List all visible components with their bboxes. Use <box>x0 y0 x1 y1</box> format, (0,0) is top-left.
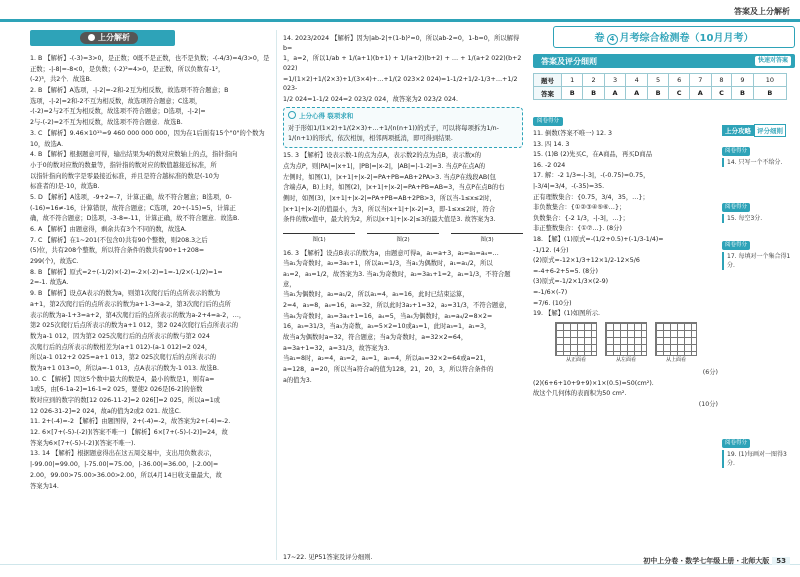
text-line: a的值为3. <box>283 376 312 384</box>
text-line: 10. C 【解析】因这5个数中最大的数是4，最小的数是1，则有a= <box>30 375 215 383</box>
solution-16 <box>283 249 523 386</box>
side-header: 上分攻略 评分细则 <box>722 118 792 137</box>
text-line: 第2 025次爬行后点所表示的数为a+1 012，第2 024次爬行后点所表示的 <box>30 322 239 330</box>
answer-bar: 答案及评分细则 快速对答案 <box>533 54 795 68</box>
answer-line: |-3/4|=3/4，-(-35)=35. <box>533 182 605 190</box>
number-line-fig-3: 图(3) <box>451 228 523 246</box>
answer-line: 正有理数集合：{0.75，3/4，35，…}； <box>533 193 649 201</box>
solution-17-22-note: 17~22. 见P51答案及评分细则. <box>283 554 373 561</box>
text-line: 1. B 【解析】-(-3)=3>0，是正数；0既不是正数，也不是负数；-(-4/3)=4/3>0，是 <box>30 55 270 62</box>
text-line: 1，a=2，所以1/ab + 1/(a+1)(b+1) + 1/(a+2)(b+2) + … + 1/(a+2 022)(b+2 022) <box>283 55 522 72</box>
text-line: 标准者的)是-10，故选B. <box>30 183 100 191</box>
text-line: a=3a+1=32，a=31/3，故答案为3. <box>283 344 390 352</box>
answer-cell: B <box>583 87 604 100</box>
grid <box>605 322 647 356</box>
column-divider <box>276 30 277 560</box>
question-number-cell: 8 <box>711 74 732 87</box>
text-line: 2=4，a₃=8，a₄=16，a₅=32，所以此时3a₂+1=32，a₂=31/3，不符合题意， <box>283 301 511 309</box>
answer-cell: B <box>647 87 668 100</box>
answer-line: 11. 倒数(答案不唯一) 12. 3 <box>533 130 613 137</box>
question-number-cell: 7 <box>690 74 712 87</box>
text-line: 7. C 【解析】在1~201(不包含0)共有90个整数，则208.3之后 <box>30 236 208 244</box>
answer-cell: C <box>711 87 732 100</box>
text-line: 4. B 【解析】根据题意可得，输出结果为4的数对应数轴上的点，指针指向 <box>30 151 238 159</box>
side-note-19: 阅卷得分 19. (1)每画对一图得3分. <box>722 438 792 468</box>
text-line: (5)位，共有208个整数，所以符合条件的数共有90+1+208= <box>30 247 205 255</box>
text-line: -(-2)=2与2不互为相反数，故选项不符合题意；D选项，-|-2|= <box>30 108 206 116</box>
answer-line: 17. 解：-2 1/3=-|-3|，-(-0.75)=0.75， <box>533 172 650 180</box>
text-line: 所以a-1 012+2 025=a+1 013，第2 025次爬行后的点所表示的 <box>30 354 217 362</box>
exam-answer-section <box>533 26 795 100</box>
text-line: 1或5，由[6-1a-2]=16-1=2 025，要使2 026是[6-2]的倍数 <box>30 386 203 394</box>
text-line: 3. C 【解析】9.46×10¹⁵=9 460 000 000 000，因为在1后面有15个"0"的个数为 <box>30 129 265 137</box>
text-line: (-16)=16≠-16，计算错误，故符合题意；C选项，20÷(-15)=5，计算正 <box>30 204 236 212</box>
tip-box <box>283 107 523 148</box>
text-line: 次爬行后的点所表示的数相差为(a+1 012)-(a-1 012)=2 024， <box>30 343 212 351</box>
text-line: 5. D 【解析】A选项，-9+2=-7，计算正确，故不符合题意；B选项，0- <box>30 193 232 201</box>
exam-number-badge: 4 <box>607 34 618 45</box>
answer-line: -1/12. (4分) <box>533 246 569 254</box>
text-line: 2与-(-2)=2不互为相反数，故选项不符合题意．故选B. <box>30 119 183 127</box>
answer-line: 15. (1)B (2)先买C，在A商品，再买D商品 <box>533 151 652 159</box>
answer-line: 故这个几何体的表面积为50 cm². <box>533 390 627 398</box>
side-note-14: 阅卷得分 14. 只写一个不给分. <box>722 146 792 167</box>
text-line: =1/(1×2)+1/(2×3)+1/(3×4)+…+1/(2 023×2 024)=1-1/2+1/2-1/3+…+1/2 023- <box>283 75 518 93</box>
text-line: 当a₁为奇数时，a₂=3a₁+1，所以a₁=1/3，当a₁为偶数时，a₁=a₁/2，所以 <box>283 260 493 268</box>
answer-line: =-1/6×(-7) <box>533 288 568 296</box>
answer-cell: B <box>732 87 753 100</box>
text-line: 左侧时，如图(1)，|x+1|+|x-2|=PA+PB=AB+2PA>3. 当点P在线段AB(包 <box>283 173 496 181</box>
question-number-cell: 10 <box>753 74 786 87</box>
answer-line: 16. -2 024 <box>533 161 566 169</box>
text-line: a=128，a=20，所以当a符合a的值为128，21，20，3，所以符合条件的 <box>283 366 494 374</box>
table-head-label: 题号 <box>534 74 562 87</box>
text-line: 侧时，如图(3)，|x+1|+|x-2|=PA+PB=AB+2PB>3，所以当-1≤x≤2时， <box>283 195 496 203</box>
text-line: a+1，第2次爬行后的点所表示的数为a+1-3=a-2，第3次爬行后的点所 <box>30 300 231 308</box>
bookmark-icon <box>88 34 95 41</box>
text-line: 14. 2023/2024 【解析】因为|ab-2|+(1-b)²=0，所以ab-2=0，1-b=0，所以解得b= <box>283 35 520 52</box>
text-line: 16. 3 【解析】设点B表示的数为a，由题意可得a，a₁=a+3，a₂=a₃=a₄=… <box>283 249 499 257</box>
answer-cell: B <box>562 87 583 100</box>
text-line: |x+1|+|x-2|的值最小，为3，所以当|x+1|+|x-2|=3，即-1≤x≤2时，符合 <box>283 205 496 213</box>
section-label: 上分解析 <box>80 32 138 44</box>
question-number-cell: 4 <box>626 74 648 87</box>
answer-line: =-4+6-2+5=5. (8分) <box>533 267 598 275</box>
side-note-15: 阅卷得分 15. 每空3分. <box>722 202 792 223</box>
text-line: 数为a-1 012，因为第2 025次爬行后的点所表示的数与第2 024 <box>30 332 210 340</box>
answer-line: (2)原式=-12×1/3+12×1/2-12×5/6 <box>533 257 640 265</box>
text-line: 2=-1. 故选A. <box>30 279 69 287</box>
question-number-cell: 3 <box>604 74 626 87</box>
text-line: 当a₄为奇数时，a₃=3a₄+1=16，a₄=5，当a₄为偶数时，a₃=a₄/2=8×2= <box>283 312 493 320</box>
answer-line: 18. 【解】(1)原式=-(1/2+0.5)+(-1/3-1/4)= <box>533 235 664 243</box>
text-line: 数为a+1 013=0，所以a=-1 013，点A表示的数为-1 013. 故选B. <box>30 364 219 372</box>
text-line: 1/2 024=1-1/2 024=2 023/2 024，故答案为2 023/2 024. <box>283 95 458 103</box>
running-header: 答案及上分解析 <box>734 7 790 16</box>
answer-cell: A <box>626 87 648 100</box>
score-line: (6分) <box>702 369 718 377</box>
solution-14 <box>283 34 523 104</box>
text-line: 故当a为偶数时a=32，符合题意；当a为奇数时，a=32×2=64， <box>283 334 468 342</box>
question-number-cell: 6 <box>669 74 690 87</box>
front-view-fig: 从正面看 <box>555 322 597 366</box>
answer-cell: C <box>669 87 690 100</box>
text-line: 小于0的数对应数的数量等，指针指的数对应的数值越接近标准，所 <box>30 161 217 169</box>
side-note-17: 阅卷得分 17. 每填对一个集合得1分. <box>722 240 792 270</box>
text-line: a₁=2，a₃=1/2，故答案为3. 当a₁为奇数时，a₂=3a₁+1=2，a₁=1/3，不符合题意， <box>283 271 511 288</box>
grid <box>555 322 597 356</box>
text-line: 299(个)，故选C. <box>30 258 79 266</box>
section-header-bar <box>30 30 175 46</box>
left-view-fig: 从左面看 <box>605 322 647 366</box>
top-view-fig: 从上面看 <box>655 322 697 366</box>
text-line: 条件的数x值中，最大的为2，所以|x+1|+|x-2|≤3的最大值是3. 故答案为3. <box>283 216 496 224</box>
text-line: 当a₁为偶数时，a₂=a₁/2，所以a₁=4，a₃=16，此时已结束运算， <box>283 291 469 299</box>
text-line: 答案为6×[7+(-5)-(-2)](答案不唯一). <box>30 439 136 447</box>
text-line: 2.00，99.00>75.00>36.00>2.00，所以4月14日收支量最大，故 <box>30 471 222 479</box>
number-line-fig-2: 图(2) <box>367 228 439 246</box>
question-number-cell: 2 <box>583 74 604 87</box>
solutions-column-middle <box>283 34 523 386</box>
answer-line: =7/6. (10分) <box>533 299 572 307</box>
answer-line: 负数集合：{-2 1/3，-|-3|，…}； <box>533 214 629 222</box>
page-footer: 初中上分卷・数学七年级上册・北师大版 53 <box>643 556 790 566</box>
number-line <box>451 233 523 234</box>
heart-icon <box>288 111 296 119</box>
page-number: 53 <box>772 557 790 565</box>
answer-line: (2)(6+6+10+9+9)×1×(0.5)=50(cm²). <box>533 379 654 387</box>
text-line: (-2)³，共2个．故选B. <box>30 76 92 84</box>
table-answer-label: 答案 <box>534 87 562 100</box>
text-line: 10，故选A. <box>30 140 64 148</box>
tip-text: 对于形如1/(1×2)+1/(2×3)+…+1/(n(n+1))的式子，可以将每项拆为1/n-1/(n+1)的形式，依次相加，相邻两项抵消，即可得到结果. <box>288 125 499 142</box>
text-line: |-99.00|=99.00，|-75.00|=75.00，|-36.00|=36.00，|-2.00|= <box>30 461 219 469</box>
text-line: 含端点A，B)上时，如图(2)，|x+1|+|x-2|=PA+PB=AB=3，当点P在点B的右 <box>283 184 505 192</box>
text-line: 2. B 【解析】A选项，-|-2|=-2和-2互为相反数，故选项不符合题意；B <box>30 87 229 95</box>
text-line: 16，a₃=31/3，当a₃为奇数，a₃=5×2=10或a₃=1，此时a₃=1，a₁=3， <box>283 323 491 331</box>
text-line: 12. 6×[7+(-5)-(-2)](答案不唯一) 【解析】6×[7+(-5)-(-2)]=24，故 <box>30 429 228 437</box>
solution-15 <box>283 151 523 225</box>
answer-cell: A <box>604 87 626 100</box>
number-line-fig-1: 图(1) <box>283 228 355 246</box>
text-line: 数对应到的数字的数[12 026-11-2]=2 026[]=2 025，所以a=1或 <box>30 397 221 404</box>
answer-line: 13. 四 14. 3 <box>533 140 570 148</box>
text-line: 12 026-31-2]=2 024，故a的值为2或2 021. 故选C. <box>30 407 182 415</box>
number-line <box>367 233 439 234</box>
text-line: 表示的数为a-1+3=a+2，第4次爬行后的点所表示的数为a-2+4=a-2，…， <box>30 311 246 319</box>
number-line-figures <box>283 228 523 246</box>
text-line: 13. 14 【解析】根据题意得出在这五周交易中，支出用负数表示， <box>30 450 216 458</box>
text-line: 以指针指向的数字是零最接近标准，并且是符合越标准的数是(-10为 <box>30 172 220 180</box>
text-line: 答案为14. <box>30 482 59 490</box>
text-line: 9. B 【解析】设点A表示的数为a，则第1次爬行后的点所表示的数为 <box>30 290 221 298</box>
text-line: 确，故不符合题意；D选项，-3-8=-11，计算正确，故不符合题意．故选B. <box>30 215 240 223</box>
number-line <box>283 233 355 234</box>
text-line: 15. 3 【解析】设表示数-1的点为点A，表示数2的点为点B，表示数x的 <box>283 152 482 160</box>
answer-line: (3)原式=-1/2×1/3×(2-9) <box>533 278 609 286</box>
question-number-cell: 1 <box>562 74 583 87</box>
text-line: 11. 2+(-4)=-2 【解析】由题图得，2+(-4)=-2，故答案为2+(-4)=-2. <box>30 418 231 426</box>
text-line: 正数；-|-8|=-8<0，是负数；(-2)²=4>0，是正数，所以负数有-1²， <box>30 65 225 73</box>
answers-column-right <box>533 116 718 411</box>
text-line: 当a₁=8时，a₂=4，a₃=2，a₄=1，a₅=4，所以a₅=32×2=64或a=21， <box>283 355 490 363</box>
text-line: 点为点P，则|PA|=|x+1|，|PB|=|x-2|，|AB|=|-1-2|=3. 当点P在点A的 <box>283 163 486 170</box>
header-rule <box>0 19 800 22</box>
text-line: 6. A 【解析】由题意得，剩余共有3个不同的数，故选A. <box>30 226 187 233</box>
answer-cell: A <box>690 87 712 100</box>
exam-title: 卷 4 月考综合检测卷（10月月考） <box>553 26 795 48</box>
tip-title: 上分心得 裂项求和 <box>288 111 518 122</box>
grid <box>655 322 697 356</box>
answer-table <box>533 73 787 100</box>
text-line: 选项，-|-2|=2和-2不互为相反数，故选项符合题意；C选项， <box>30 97 202 105</box>
question-number-cell: 5 <box>647 74 668 87</box>
score-line: (10分) <box>698 401 718 409</box>
answer-line: 非负数集合：{①②③④⑤⑥…}； <box>533 204 626 212</box>
solutions-column-left <box>30 54 270 492</box>
answer-line: 非正整数集合：{①⑦…}. (8分) <box>533 225 622 233</box>
segment-tag: 阅卷得分 <box>533 117 563 126</box>
answer-line: 19. 【解】(1)如图所示. <box>533 310 601 318</box>
text-line: 8. B 【解析】原式=2÷(-1/2)×(-2)=-2×(-2)=1=-1/2×(-1/2)=1= <box>30 268 223 276</box>
question-number-cell: 9 <box>732 74 753 87</box>
view-figures <box>555 322 718 366</box>
answer-cell: B <box>753 87 786 100</box>
